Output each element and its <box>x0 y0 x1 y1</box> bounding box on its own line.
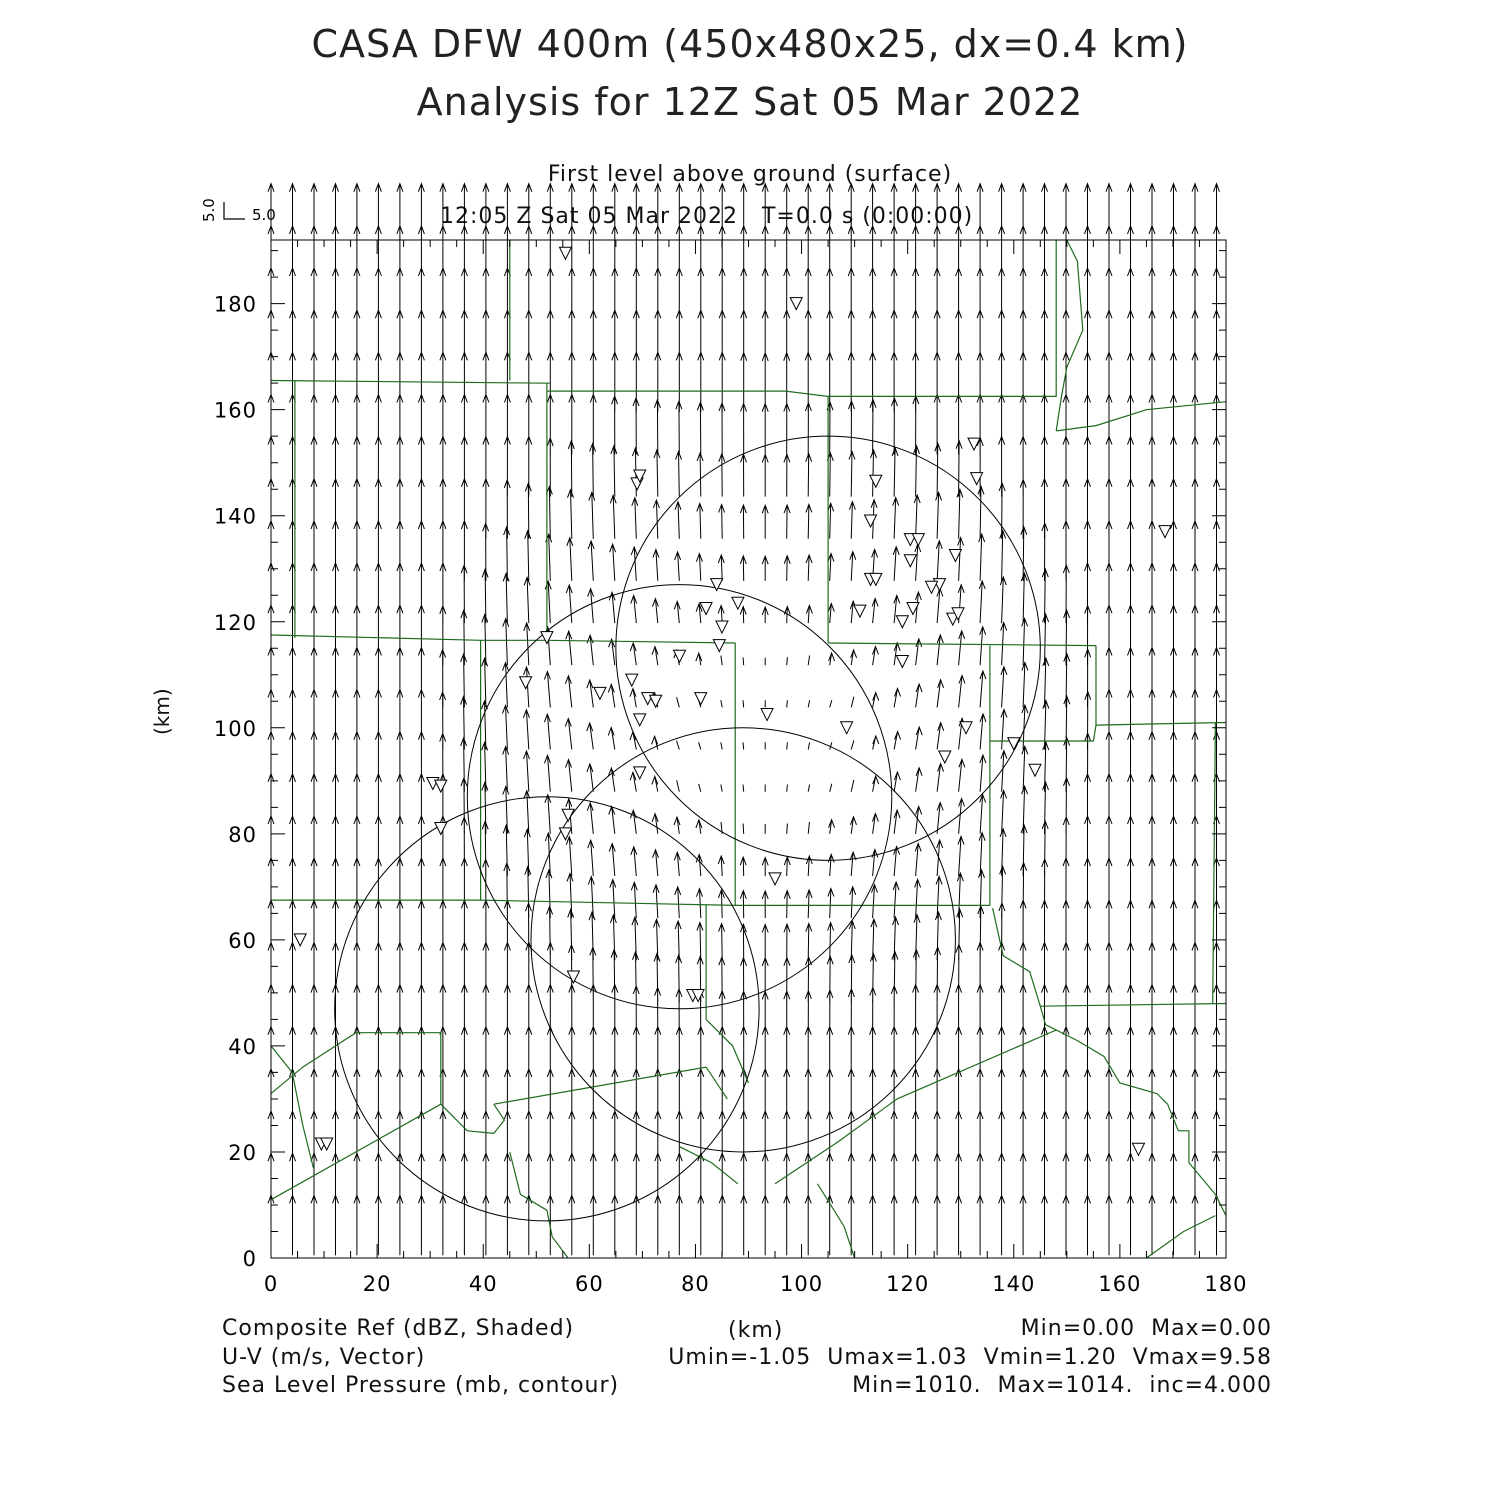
x-tick-label: 180 <box>1204 1272 1248 1296</box>
footer-uv-label: U-V (m/s, Vector) <box>222 1345 426 1370</box>
county-line <box>1146 1216 1215 1258</box>
x-tick-label: 60 <box>574 1272 604 1296</box>
x-axis-label: (km) <box>728 1318 784 1343</box>
station-marker <box>674 650 686 662</box>
station-marker <box>562 809 574 821</box>
station-marker <box>865 515 877 527</box>
y-tick-label: 120 <box>213 610 257 635</box>
y-tick-label: 20 <box>228 1140 257 1165</box>
county-line <box>510 1152 568 1258</box>
station-marker <box>716 621 728 633</box>
valid-time-label: 12:05 Z Sat 05 Mar 2022 T=0.0 s (0:00:00) <box>440 204 974 229</box>
station-marker <box>634 714 646 726</box>
vector-key-u-label: 5.0 <box>252 206 276 224</box>
station-marker <box>761 709 773 721</box>
county-line <box>1056 240 1083 431</box>
station-marker <box>854 605 866 617</box>
station-marker <box>790 298 802 310</box>
county-line <box>1040 1004 1226 1007</box>
station-marker <box>870 475 882 487</box>
station-marker <box>841 722 853 734</box>
axis-ticks <box>214 240 1248 1296</box>
county-line <box>680 1147 738 1184</box>
station-marker <box>294 934 306 946</box>
vector-key-arrows <box>224 202 245 219</box>
station-marker <box>559 247 571 259</box>
station-marker <box>695 693 707 705</box>
x-tick-label: 140 <box>992 1272 1036 1296</box>
footer-uv-minmax: Umin=-1.05 Umax=1.03 Vmin=1.20 Vmax=9.58 <box>668 1345 1272 1370</box>
station-marker <box>1159 526 1171 538</box>
x-tick-label: 40 <box>468 1272 498 1296</box>
x-tick-label: 80 <box>681 1272 710 1296</box>
plot-frame <box>271 240 1226 1258</box>
y-tick-label: 100 <box>213 716 257 741</box>
x-tick-label: 160 <box>1098 1272 1142 1296</box>
station-marker <box>594 687 606 699</box>
y-tick-label: 40 <box>228 1034 257 1059</box>
county-line <box>828 643 1096 646</box>
x-tick-label: 100 <box>780 1272 824 1296</box>
station-marker <box>567 971 579 983</box>
county-line <box>271 1104 441 1200</box>
y-tick-label: 80 <box>228 822 257 847</box>
footer-ref-minmax: Min=0.00 Max=0.00 <box>1020 1316 1272 1341</box>
station-marker <box>896 656 908 668</box>
y-axis-label: (km) <box>150 688 174 735</box>
y-tick-label: 140 <box>213 504 257 529</box>
county-boundaries <box>271 240 1226 1258</box>
footer-ref-label: Composite Ref (dBZ, Shaded) <box>222 1316 575 1341</box>
level-subtitle: First level above ground (surface) <box>547 162 953 187</box>
station-marker <box>971 473 983 485</box>
county-line <box>441 1104 505 1133</box>
county-line <box>547 640 735 643</box>
station-marker <box>896 616 908 628</box>
station-marker <box>1132 1143 1144 1155</box>
station-marker <box>700 602 712 614</box>
county-line <box>271 383 547 640</box>
tick-marks <box>271 240 1226 1258</box>
station-marker <box>904 555 916 567</box>
station-marker <box>435 780 447 792</box>
station-markers <box>294 247 1171 1155</box>
y-tick-label: 160 <box>213 398 257 423</box>
x-tick-label: 0 <box>263 1272 279 1296</box>
vector-key-v-label: 5.0 <box>200 198 218 222</box>
station-marker <box>634 767 646 779</box>
station-marker <box>769 873 781 885</box>
footer-slp-label: Sea Level Pressure (mb, contour) <box>222 1373 620 1398</box>
station-marker <box>939 751 951 763</box>
county-line <box>818 1184 855 1258</box>
x-tick-label: 120 <box>886 1272 930 1296</box>
county-line <box>1056 402 1226 431</box>
y-tick-label: 0 <box>242 1247 257 1271</box>
station-marker <box>626 674 638 686</box>
station-marker <box>960 722 972 734</box>
station-marker <box>1029 764 1041 776</box>
station-marker <box>520 677 532 689</box>
footer-slp-minmax: Min=1010. Max=1014. inc=4.000 <box>852 1373 1272 1398</box>
vector-key <box>200 198 276 224</box>
station-marker <box>650 695 662 707</box>
x-tick-label: 20 <box>362 1272 392 1296</box>
station-marker <box>926 581 938 593</box>
y-tick-label: 180 <box>213 292 257 317</box>
county-line <box>828 240 1056 396</box>
station-marker <box>713 640 725 652</box>
map-title-line2: Analysis for 12Z Sat 05 Mar 2022 <box>416 80 1084 124</box>
station-marker <box>435 823 447 835</box>
station-marker <box>912 534 924 546</box>
y-tick-label: 60 <box>228 928 257 953</box>
map-title-line1: CASA DFW 400m (450x480x25, dx=0.4 km) <box>311 22 1189 66</box>
station-marker <box>541 632 553 644</box>
station-marker <box>732 597 744 609</box>
